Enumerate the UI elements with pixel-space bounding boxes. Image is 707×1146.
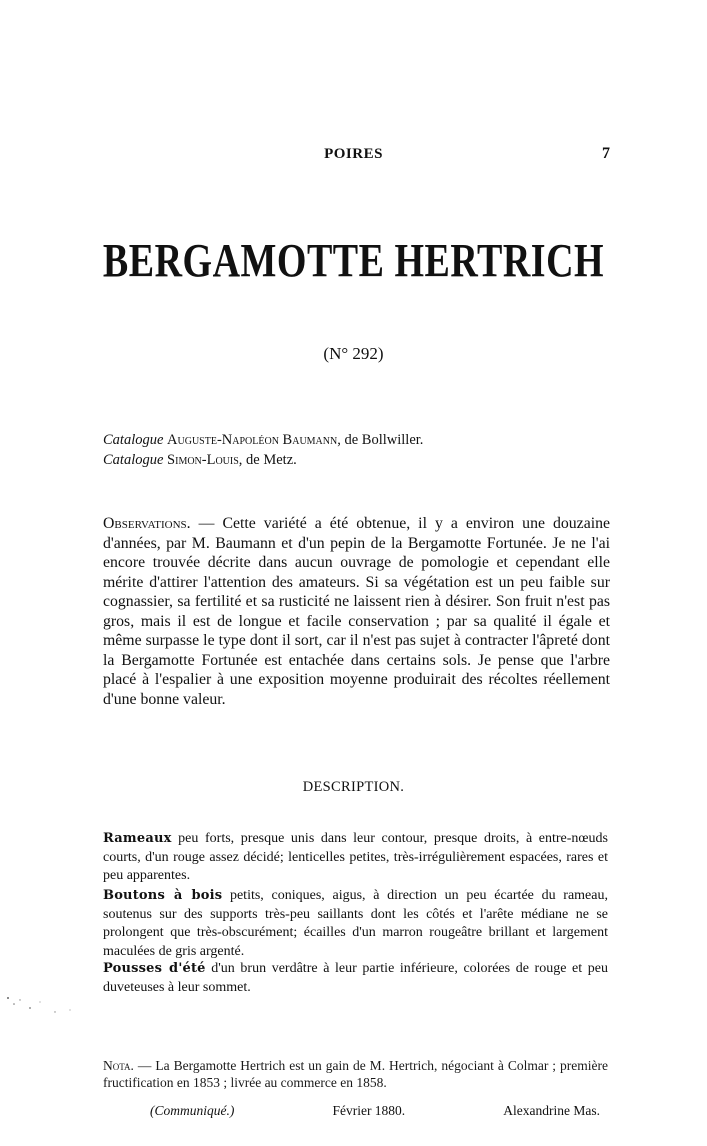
catalogue-line: [103, 430, 603, 450]
catalogue-name: Simon-Louis: [167, 452, 239, 468]
description-heading: DESCRIPTION.: [302, 779, 405, 795]
description-text: d'un brun verdâtre à leur partie inférieure, colorées de rouge et peu duveteuses à leur sommet.: [103, 961, 608, 995]
nota-text: — La Bergamotte Hertrich est un gain de M. Hertrich, négociant à Colmar ; première fructification en 1853 ; livrée au commerce en 1858.: [103, 1058, 608, 1090]
nota-label: Nota.: [103, 1058, 134, 1073]
catalogue-place: , de Bollwiller.: [337, 432, 424, 448]
signature-author: Alexandrine Mas.: [503, 1103, 600, 1118]
catalogue-references: [103, 430, 603, 470]
catalogue-line: [103, 450, 603, 470]
signature-line: [150, 1103, 600, 1119]
catalogue-place: , de Metz.: [238, 452, 297, 468]
communique-note: (Communiqué.): [150, 1103, 235, 1118]
nota-paragraph: [103, 1057, 608, 1091]
signature-date: Février 1880.: [332, 1103, 406, 1118]
observations-text: — Cette variété a été obtenue, il y a environ une douzaine d'années, par M. Baumann et d'un pepin de la Bergamotte Fortunée. Je ne l'ai encore trouvée décrite dans aucun ouvrage de pomologie et cependant elle mérite d'attirer l'attention des amateurs. Si sa végétation est un peu faible sur cognassier, sa fertilité et sa rusticité ne laissent rien à désirer. Son fruit n'est pas gros, mais il est de longue et facile conservation ; par sa qualité il égale et même surpasse le type dont il sort, car il n'est pas sujet à contracter l'âpreté dont la Bergamotte Fortunée est entachée dans certains sols. Je pense que l'arbre placé à l'espalier à une exposition moyenne produirait des récoltes réellement d'une bonne valeur.: [103, 515, 610, 708]
description-term: Pousses d'été: [103, 961, 206, 976]
description-text: peu forts, presque unis dans leur contour, presque droits, à entre-nœuds courts, d'un rouge assez décidé; lenticelles petites, très-irrégulièrement espacées, rares et peu apparentes.: [103, 831, 608, 883]
catalogue-name: Auguste-Napoléon Baumann: [167, 432, 338, 448]
running-header: POIRES: [324, 146, 383, 162]
description-term: Rameaux: [103, 831, 172, 846]
description-term: Boutons à bois: [103, 888, 223, 903]
description-text: petits, coniques, aigus, à direction un peu écartée du rameau, soutenus sur des supports très-peu saillants dont les côtés et l'arête médiane ne se prolongent que très-obscurément; écailles d'un marron rougeâtre brillant et largement maculées de gris argenté.: [103, 888, 608, 959]
scan-specks: [0, 990, 90, 1030]
description-item: [103, 960, 608, 997]
catalogue-label: Catalogue: [103, 432, 164, 448]
description-item: [103, 887, 608, 961]
observations-paragraph: [103, 514, 610, 709]
variety-number: (N° 292): [323, 344, 384, 363]
page-title: BERGAMOTTE HERTRICH: [102, 235, 605, 288]
catalogue-label: Catalogue: [103, 452, 164, 468]
page-number: 7: [602, 145, 610, 162]
observations-label: Observations.: [103, 515, 191, 532]
description-item: [103, 830, 608, 886]
